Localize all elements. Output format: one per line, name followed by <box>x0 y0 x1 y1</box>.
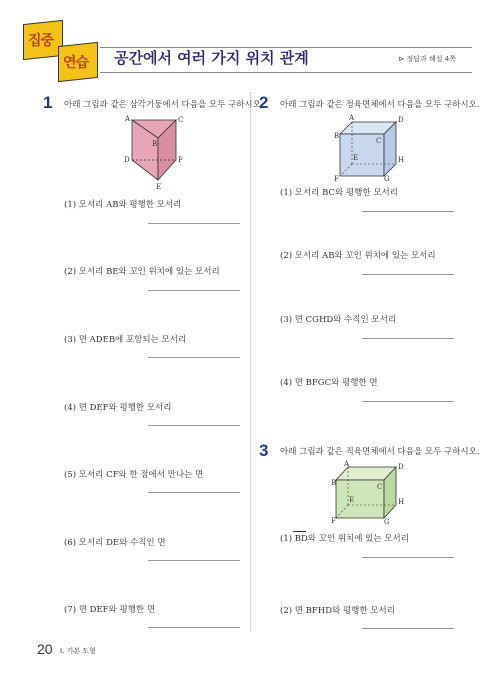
problem-1-question-6: (6) 모서리 DE와 수직인 면 <box>64 538 166 548</box>
problem-3-instruction: 아래 그림과 같은 직육면체에서 다음을 모두 구하시오. <box>280 447 480 457</box>
cuboid-label-a: A <box>344 460 350 468</box>
problem-1-question-5: (5) 모서리 CF와 한 점에서 만나는 면 <box>64 470 204 480</box>
cuboid-label-b: B <box>331 479 337 487</box>
prism-label-f: F <box>178 156 183 164</box>
problem-2-question-4: (4) 면 BFGC와 평행한 면 <box>280 378 378 388</box>
problem-1-question-4: (4) 면 DEF와 평행한 모서리 <box>64 403 172 413</box>
cuboid-label-d: D <box>398 463 404 471</box>
problem-2-question-3: (3) 면 CGHD와 수직인 모서리 <box>280 315 397 325</box>
cube-label-f: F <box>334 175 339 183</box>
problem-2-question-2: (2) 모서리 AB와 꼬인 위치에 있는 모서리 <box>280 251 436 261</box>
badge-top-text: 집중 <box>28 33 54 49</box>
problem-2-number: 2 <box>259 93 269 112</box>
prism-label-a: A <box>125 115 131 123</box>
cuboid-figure <box>331 460 414 526</box>
cuboid-label-g: G <box>384 518 390 526</box>
problem-3-question-1: (1) BD와 꼬인 위치에 있는 모서리 <box>280 534 409 544</box>
page-number: 20 <box>37 641 53 657</box>
cube-label-d: D <box>398 116 404 124</box>
answer-line[interactable] <box>148 223 240 224</box>
prism-label-c: C <box>178 116 184 124</box>
cube-label-g: G <box>384 175 390 183</box>
cube-figure <box>334 112 414 182</box>
column-divider <box>250 92 251 632</box>
prism-label-d: D <box>124 156 130 164</box>
answer-line[interactable] <box>148 357 240 358</box>
answer-line[interactable] <box>362 557 454 558</box>
problem-2-instruction: 아래 그림과 같은 정육면체에서 다음을 모두 구하시오. <box>280 100 480 110</box>
answer-line[interactable] <box>148 560 240 561</box>
triangular-prism-figure <box>118 112 198 192</box>
problem-1-number: 1 <box>43 93 53 112</box>
answer-line[interactable] <box>362 338 454 339</box>
page-title: 공간에서 여러 가지 위치 관계 <box>114 49 309 67</box>
problem-1-question-3: (3) 면 ADEB에 포함되는 모서리 <box>64 335 187 345</box>
cube-label-b: B <box>334 132 340 140</box>
cuboid-label-e: E <box>349 496 355 504</box>
prism-label-b: B <box>152 140 158 148</box>
chapter-label: Ⅰ. 기본 도형 <box>60 647 96 655</box>
answer-line[interactable] <box>362 628 454 629</box>
answer-line[interactable] <box>148 627 240 628</box>
problem-3-question-2: (2) 면 BFHD와 평행한 모서리 <box>280 606 395 616</box>
answer-line[interactable] <box>148 425 240 426</box>
answer-line[interactable] <box>148 290 240 291</box>
problem-1-question-2: (2) 모서리 BE와 꼬인 위치에 있는 모서리 <box>64 267 220 277</box>
cube-label-a: A <box>349 114 355 122</box>
cuboid-label-h: H <box>398 498 405 506</box>
prism-label-e: E <box>156 183 162 191</box>
problem-1-instruction: 아래 그림과 같은 삼각기둥에서 다음을 모두 구하시오. <box>64 100 264 110</box>
badge-bottom-text: 연습 <box>63 55 89 71</box>
cube-label-e: E <box>353 154 359 162</box>
answer-line[interactable] <box>362 401 454 402</box>
answer-reference: ⊳ 정답과 해설 4쪽 <box>398 55 456 63</box>
answer-line[interactable] <box>148 492 240 493</box>
problem-1-question-7: (7) 면 DEF와 평행한 면 <box>64 605 156 615</box>
answer-line[interactable] <box>362 211 454 212</box>
cube-label-h: H <box>398 156 405 164</box>
cuboid-label-f: F <box>331 517 336 525</box>
cuboid-label-c: C <box>377 483 383 491</box>
answer-line[interactable] <box>362 274 454 275</box>
segment-overline <box>293 531 306 532</box>
cube-label-c: C <box>376 137 382 145</box>
problem-3-number: 3 <box>259 441 269 460</box>
problem-2-question-1: (1) 모서리 BC와 평행한 모서리 <box>280 188 398 198</box>
problem-1-question-1: (1) 모서리 AB와 평행한 모서리 <box>64 200 182 210</box>
